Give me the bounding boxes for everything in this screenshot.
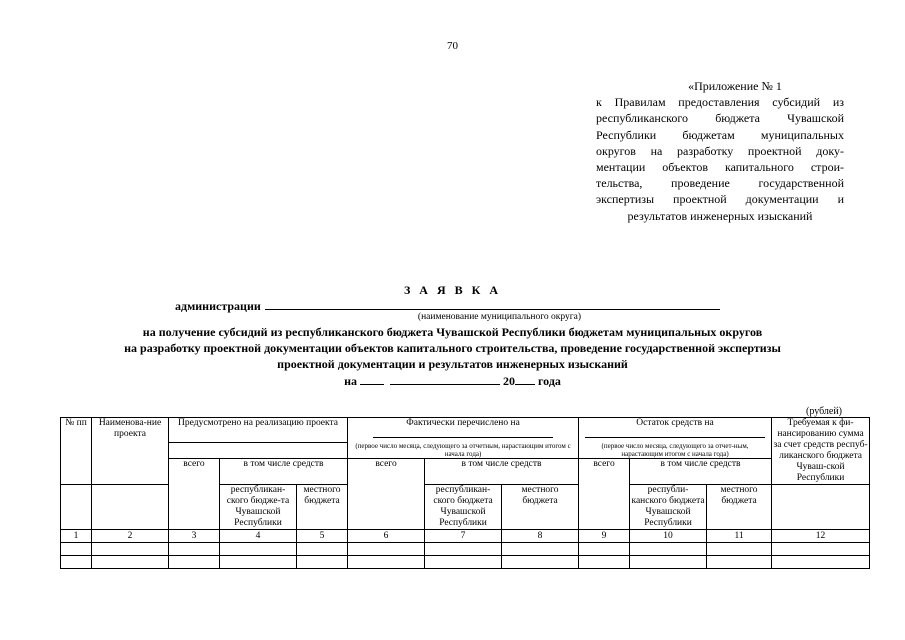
date-prefix: на bbox=[344, 374, 358, 388]
transferred-note: (первое число месяца, следующего за отчетным, нарастающим итогом с начала года) bbox=[348, 442, 579, 459]
transferred-including-header: в том числе средств bbox=[425, 459, 579, 485]
transferred-rep-budget-header: республикан-ского бюджета Чувашской Республики bbox=[425, 485, 502, 530]
admin-hint: (наименование муниципального округа) bbox=[417, 312, 582, 322]
admin-label: администрации bbox=[175, 299, 261, 313]
table-cell bbox=[707, 543, 772, 556]
units-label: (рублей) bbox=[806, 406, 843, 417]
column-number: 11 bbox=[707, 530, 772, 543]
column-numbers-row bbox=[61, 530, 870, 543]
group-remaining-label: Остаток средств на bbox=[636, 418, 714, 428]
table-cell bbox=[348, 543, 425, 556]
subject-line: проектной документации и результатов инженерных изысканий bbox=[277, 357, 628, 371]
remaining-rep-budget-header: республи-канского бюджета Чувашской Республики bbox=[631, 485, 705, 528]
table-cell bbox=[61, 543, 92, 556]
planned-note-spacer bbox=[169, 442, 348, 459]
appendix-line: тельства, проведение государственной bbox=[596, 176, 844, 191]
table-cell bbox=[169, 556, 220, 569]
remaining-local-budget-header: местного бюджета bbox=[707, 485, 772, 530]
subject-line: на разработку проектной документации объектов капитального строительства, проведение государственной экспертизы bbox=[124, 341, 781, 355]
date-row bbox=[0, 374, 905, 389]
table-row bbox=[61, 543, 870, 556]
table-cell bbox=[220, 543, 297, 556]
group-transferred-header bbox=[348, 418, 579, 443]
table-cell bbox=[92, 543, 169, 556]
table-row bbox=[61, 556, 870, 569]
table-cell bbox=[579, 556, 630, 569]
planned-rep-budget-header: республикан-ского бюдже-та Чувашской Республики bbox=[220, 485, 297, 530]
appendix-line: Республики бюджетам муниципальных bbox=[596, 127, 844, 142]
column-number: 5 bbox=[297, 530, 348, 543]
date-underline bbox=[585, 429, 765, 438]
table-cell bbox=[61, 556, 92, 569]
table-cell bbox=[630, 543, 707, 556]
column-number: 4 bbox=[220, 530, 297, 543]
appendix-line: экспертизы проектной документации и bbox=[596, 192, 844, 207]
note-row bbox=[61, 442, 870, 459]
group-planned-header: Предусмотрено на реализацию проекта bbox=[169, 418, 348, 443]
page-number: 70 bbox=[447, 40, 458, 52]
appendix-title: «Приложение № 1 bbox=[688, 79, 782, 93]
group-remaining-header bbox=[579, 418, 772, 443]
remaining-including-header: в том числе средств bbox=[630, 459, 772, 485]
table-cell bbox=[92, 556, 169, 569]
remaining-note: (первое число месяца, следующего за отчет-ным, нарастающим итогом с начала года) bbox=[579, 442, 772, 459]
col-name-header: Наименова-ние проекта bbox=[92, 418, 169, 485]
year-prefix: 20 bbox=[503, 374, 516, 388]
col-num-header: № пп bbox=[61, 418, 92, 485]
column-number: 12 bbox=[772, 530, 870, 543]
header-row bbox=[61, 418, 870, 443]
table-cell bbox=[220, 556, 297, 569]
planned-including-header: в том числе средств bbox=[220, 459, 348, 485]
column-number: 8 bbox=[502, 530, 579, 543]
table-cell bbox=[502, 556, 579, 569]
table-cell bbox=[772, 543, 870, 556]
table-cell bbox=[425, 556, 502, 569]
admin-name-blank bbox=[265, 299, 720, 310]
document-heading: З А Я В К А bbox=[403, 283, 502, 297]
column-number: 6 bbox=[348, 530, 425, 543]
table-cell bbox=[630, 556, 707, 569]
table-cell bbox=[169, 543, 220, 556]
request-table bbox=[60, 417, 870, 569]
appendix-line: республиканского бюджета Чувашской bbox=[596, 111, 844, 126]
table-cell bbox=[297, 543, 348, 556]
appendix-line: к Правилам предоставления субсидий из bbox=[596, 95, 844, 110]
table-cell bbox=[707, 556, 772, 569]
column-number: 7 bbox=[425, 530, 502, 543]
table-cell bbox=[772, 556, 870, 569]
appendix-line: ментации объектов капитального строи- bbox=[596, 160, 844, 175]
planned-local-budget-header: местного бюджета bbox=[297, 485, 348, 530]
col-num-spacer bbox=[61, 485, 92, 530]
planned-total-header: всего bbox=[169, 459, 220, 530]
subheader-row bbox=[61, 459, 870, 485]
table-cell bbox=[502, 543, 579, 556]
column-number: 1 bbox=[61, 530, 92, 543]
column-number: 9 bbox=[579, 530, 630, 543]
year-blank bbox=[515, 374, 535, 385]
remaining-total-header: всего bbox=[579, 459, 630, 530]
date-underline bbox=[373, 429, 553, 438]
column-number: 2 bbox=[92, 530, 169, 543]
group-transferred-label: Фактически перечислено на bbox=[406, 418, 520, 428]
col-required-spacer bbox=[772, 485, 870, 530]
column-number: 10 bbox=[630, 530, 707, 543]
day-blank bbox=[360, 374, 384, 385]
month-blank bbox=[390, 374, 500, 385]
table-cell bbox=[425, 543, 502, 556]
table-cell bbox=[348, 556, 425, 569]
appendix-block bbox=[596, 78, 844, 224]
date-suffix: года bbox=[538, 374, 561, 388]
column-number: 3 bbox=[169, 530, 220, 543]
appendix-line: округов на разработку проектной доку- bbox=[596, 143, 844, 158]
appendix-line: результатов инженерных изысканий bbox=[627, 208, 813, 223]
col-name-spacer bbox=[92, 485, 169, 530]
table-cell bbox=[579, 543, 630, 556]
transferred-total-header: всего bbox=[348, 459, 425, 530]
col-required-header: Требуемая к фи-нансированию сумма за счет средств респуб-ликанского бюджета Чуваш-ской Республики bbox=[773, 418, 868, 483]
transferred-local-budget-header: местного бюджета bbox=[502, 485, 579, 530]
table-cell bbox=[297, 556, 348, 569]
subject-line: на получение субсидий из республиканского бюджета Чувашской Республики бюджетам муниципальных округов bbox=[142, 325, 763, 339]
